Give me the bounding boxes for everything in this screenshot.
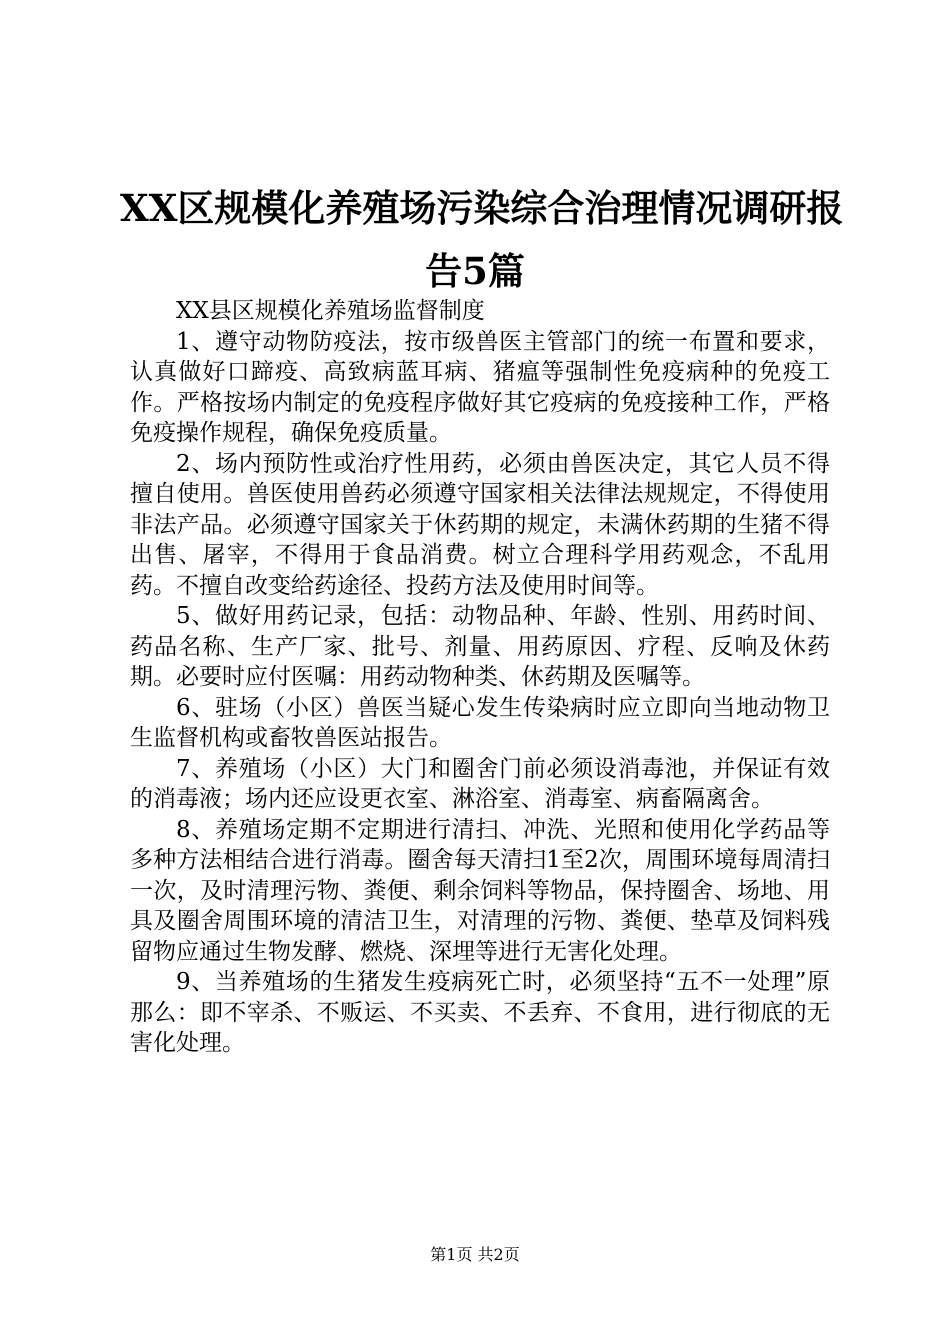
section-heading: XX县区规模化养殖场监督制度 bbox=[176, 298, 485, 324]
paragraph-6: 6、驻场（小区）兽医当疑心发生传染病时应立即向当地动物卫生监督机构或畜牧兽医站报告。 bbox=[130, 694, 830, 751]
document-title-line-1: XX区规模化养殖场污染综合治理情况调研报 bbox=[120, 186, 844, 230]
paragraph-5: 5、做好用药记录，包括：动物品种、年龄、性别、用药时间、药品名称、生产厂家、批号、剂量、用药原因、疗程、反响及休药期。必要时应付医嘱：用药动物种类、休药期及医嘱等。 bbox=[130, 603, 830, 690]
document-body bbox=[130, 296, 830, 1059]
page-footer: 第1页 共2页 bbox=[430, 1245, 520, 1264]
paragraph-1: 1、遵守动物防疫法，按市级兽医主管部门的统一布置和要求，认真做好口蹄疫、高致病蓝耳病、猪瘟等强制性免疫病种的免疫工作。严格按场内制定的免疫程序做好其它疫病的免疫接种工作，严格免疫操作规程，确保免疫质量。 bbox=[130, 328, 830, 446]
document-title-line-2: 告5篇 bbox=[425, 249, 525, 293]
paragraph-8: 8、养殖场定期不定期进行清扫、冲洗、光照和使用化学药品等多种方法相结合进行消毒。圈舍每天清扫1至2次，周围环境每周清扫一次，及时清理污物、粪便、剩余饲料等物品，保持圈舍、场地、用具及圈舍周围环境的清洁卫生，对清理的污物、粪便、垫草及饲料残留物应通过生物发酵、燃烧、深埋等进行无害化处理。 bbox=[130, 816, 830, 965]
paragraph-9: 9、当养殖场的生猪发生疫病死亡时，必须坚持“五不一处理”原那么：即不宰杀、不贩运、不买卖、不丢弃、不食用，进行彻底的无害化处理。 bbox=[130, 969, 830, 1056]
paragraph-2: 2、场内预防性或治疗性用药，必须由兽医决定，其它人员不得擅自使用。兽医使用兽药必须遵守国家相关法律法规规定，不得使用非法产品。必须遵守国家关于休药期的规定，未满休药期的生猪不得出售、屠宰，不得用于食品消费。树立合理科学用药观念，不乱用药。不擅自改变给药途径、投药方法及使用时间等。 bbox=[130, 450, 830, 599]
paragraph-7: 7、养殖场（小区）大门和圈舍门前必须设消毒池，并保证有效的消毒液；场内还应设更衣室、淋浴室、消毒室、病畜隔离舍。 bbox=[130, 755, 830, 812]
